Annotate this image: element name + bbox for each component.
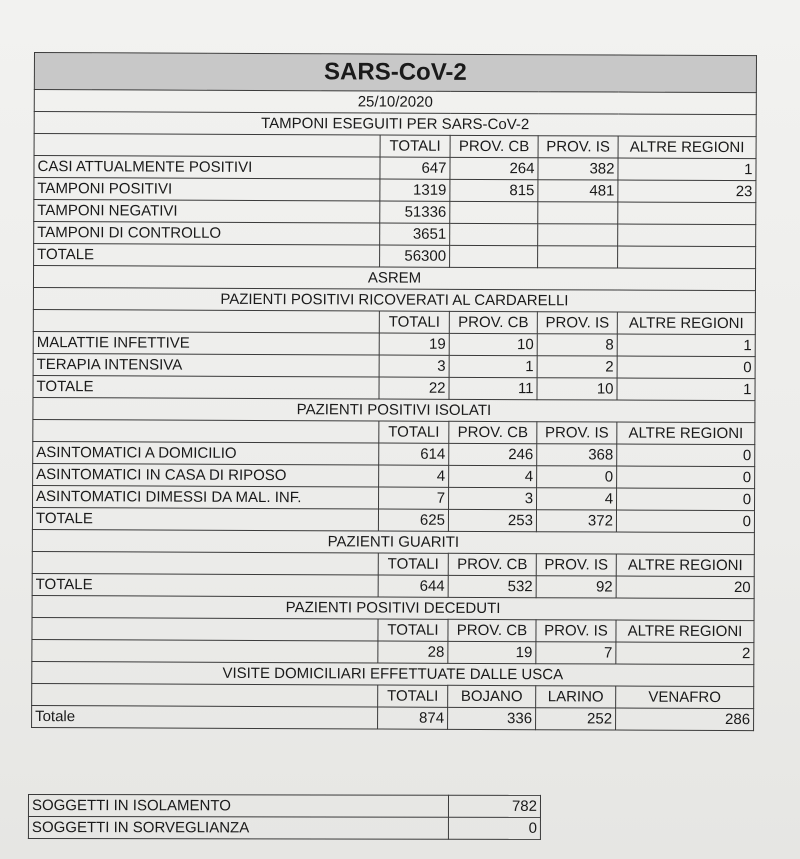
row-label: ASINTOMATICI IN CASA DI RIPOSO <box>33 463 379 487</box>
cell-value: 0 <box>448 817 540 839</box>
cell-prov-cb <box>450 201 538 223</box>
section-header-isolati: PAZIENTI POSITIVI ISOLATI <box>33 397 755 422</box>
cell-prov-is: 7 <box>536 642 616 664</box>
table-row <box>34 222 756 247</box>
col-prov-cb: PROV. CB <box>450 135 538 157</box>
cell-altre-regioni: 1 <box>617 378 755 401</box>
cell-altre-regioni: 0 <box>617 444 755 467</box>
table-row <box>33 485 755 510</box>
cell-altre-regioni <box>618 246 756 269</box>
row-label: TOTALE <box>33 375 379 399</box>
cell-prov-cb: 4 <box>449 465 537 487</box>
cell-altre-regioni <box>618 202 756 225</box>
col-prov-is: PROV. IS <box>536 554 616 576</box>
col-prov-cb: PROV. CB <box>448 553 536 575</box>
cell-prov-is: 0 <box>537 466 617 488</box>
cell-altre-regioni: 1 <box>617 334 755 357</box>
col-prov-is: PROV. IS <box>537 312 617 334</box>
cell-prov-cb: 19 <box>448 641 536 663</box>
table-row <box>32 705 754 730</box>
cell-prov-is: 8 <box>537 334 617 356</box>
col-totali: TOTALI <box>380 135 450 157</box>
table-row <box>33 463 755 488</box>
cell-altre-regioni: 0 <box>617 466 755 489</box>
cell-totali: 644 <box>378 575 448 597</box>
row-label: CASI ATTUALMENTE POSITIVI <box>34 156 380 180</box>
cell-totali: 51336 <box>380 201 450 223</box>
table-row <box>33 353 755 378</box>
col-totali: TOTALI <box>378 685 448 707</box>
cell-totali: 625 <box>378 509 448 531</box>
col-larino: LARINO <box>536 686 616 708</box>
col-altre-regioni: ALTRE REGIONI <box>618 136 756 159</box>
cell-prov-is: 372 <box>536 510 616 532</box>
cell-prov-cb <box>450 245 538 267</box>
column-header-row <box>33 309 755 334</box>
cell-prov-cb: 3 <box>449 487 537 509</box>
cell-prov-cb: 10 <box>449 333 537 355</box>
column-header-row <box>33 419 755 444</box>
cell-prov-cb: 246 <box>449 443 537 465</box>
cell-value: 782 <box>448 795 540 817</box>
row-label: TAMPONI NEGATIVI <box>34 200 380 224</box>
table-row <box>33 331 755 356</box>
cell-totali: 56300 <box>380 245 450 267</box>
cell-totali: 1319 <box>380 179 450 201</box>
cell-altre-regioni: 0 <box>617 488 755 511</box>
row-label: SOGGETTI IN ISOLAMENTO <box>28 795 448 818</box>
col-altre-regioni: ALTRE REGIONI <box>617 312 755 335</box>
section-header-deceduti: PAZIENTI POSITIVI DECEDUTI <box>32 595 754 620</box>
report-title: SARS-CoV-2 <box>34 53 756 93</box>
cell-prov-is: 10 <box>537 378 617 400</box>
col-prov-is: PROV. IS <box>538 136 618 158</box>
row-label: TERAPIA INTENSIVA <box>33 353 379 377</box>
column-header-row <box>32 551 754 576</box>
column-header-row <box>32 617 754 642</box>
col-altre-regioni: ALTRE REGIONI <box>617 422 755 445</box>
row-label <box>32 639 378 663</box>
cell-totali: 4 <box>379 465 449 487</box>
col-totali: TOTALI <box>379 421 449 443</box>
col-totali: TOTALI <box>378 553 448 575</box>
report-date: 25/10/2020 <box>34 90 756 115</box>
cell-totali: 7 <box>379 487 449 509</box>
cell-prov-cb: 1 <box>449 355 537 377</box>
cell-altre-regioni <box>618 224 756 247</box>
cell-altre-regioni: 0 <box>617 356 755 379</box>
cell-prov-cb: 253 <box>448 509 536 531</box>
cell-prov-is: 2 <box>537 356 617 378</box>
cell-prov-is: 382 <box>538 158 618 180</box>
col-prov-cb: PROV. CB <box>448 619 536 641</box>
cell-prov-is: 481 <box>538 180 618 202</box>
cell-venafro: 286 <box>616 708 754 731</box>
cell-prov-is <box>538 246 618 268</box>
col-bojano: BOJANO <box>448 685 536 707</box>
table-row <box>34 244 756 269</box>
row-label: TOTALE <box>32 573 378 597</box>
row-label: ASINTOMATICI A DOMICILIO <box>33 441 379 465</box>
cell-totali: 28 <box>378 641 448 663</box>
table-row <box>34 200 756 225</box>
cell-altre-regioni: 23 <box>618 180 756 203</box>
cell-prov-cb: 532 <box>448 575 536 597</box>
cell-totali: 647 <box>380 157 450 179</box>
table-row <box>33 441 755 466</box>
cell-prov-cb: 815 <box>450 179 538 201</box>
cell-totali: 614 <box>379 443 449 465</box>
table-row <box>28 795 540 818</box>
row-label: TOTALE <box>32 507 378 531</box>
row-label: TAMPONI DI CONTROLLO <box>34 222 380 246</box>
col-totali: TOTALI <box>378 619 448 641</box>
cell-prov-is: 368 <box>537 444 617 466</box>
col-prov-is: PROV. IS <box>536 620 616 642</box>
cell-totali: 22 <box>379 377 449 399</box>
cell-prov-is <box>538 202 618 224</box>
cell-altre-regioni: 1 <box>618 158 756 181</box>
cell-altre-regioni: 2 <box>616 642 754 665</box>
cell-prov-is: 4 <box>537 488 617 510</box>
row-label: ASINTOMATICI DIMESSI DA MAL. INF. <box>33 485 379 509</box>
row-label: MALATTIE INFETTIVE <box>33 331 379 355</box>
cell-larino: 252 <box>536 708 616 730</box>
col-venafro: VENAFRO <box>616 686 754 709</box>
cell-prov-cb <box>450 223 538 245</box>
row-label: TOTALE <box>34 244 380 268</box>
row-label: Totale <box>32 705 378 729</box>
col-altre-regioni: ALTRE REGIONI <box>616 620 754 643</box>
row-label: SOGGETTI IN SORVEGLIANZA <box>28 817 448 840</box>
cell-prov-cb: 264 <box>450 157 538 179</box>
cell-totali: 3651 <box>380 223 450 245</box>
cell-prov-is: 92 <box>536 576 616 598</box>
table-row <box>32 639 754 664</box>
cell-altre-regioni: 0 <box>616 510 754 533</box>
cell-totali: 3 <box>379 355 449 377</box>
column-header-row <box>32 683 754 708</box>
covid-report-table <box>31 52 757 731</box>
row-label: TAMPONI POSITIVI <box>34 178 380 202</box>
cell-altre-regioni: 20 <box>616 576 754 599</box>
cell-totali: 19 <box>379 333 449 355</box>
table-row <box>34 156 756 181</box>
cell-prov-is <box>538 224 618 246</box>
col-prov-is: PROV. IS <box>537 422 617 444</box>
table-row <box>34 178 756 203</box>
section-header-asrem: ASREM <box>33 266 755 291</box>
section-header-tamponi: TAMPONI ESEGUITI PER SARS-CoV-2 <box>34 112 756 137</box>
cell-bojano: 336 <box>448 707 536 729</box>
cell-prov-cb: 11 <box>449 377 537 399</box>
cell-totali: 874 <box>378 707 448 729</box>
section-header-guariti: PAZIENTI GUARITI <box>32 529 754 554</box>
soggetti-table <box>28 794 541 840</box>
table-row <box>32 507 754 532</box>
table-row <box>33 375 755 400</box>
col-prov-cb: PROV. CB <box>449 421 537 443</box>
table-row <box>28 817 540 840</box>
col-altre-regioni: ALTRE REGIONI <box>616 554 754 577</box>
col-totali: TOTALI <box>379 311 449 333</box>
col-prov-cb: PROV. CB <box>449 311 537 333</box>
section-header-usca: VISITE DOMICILIARI EFFETTUATE DALLE USCA <box>32 661 754 686</box>
column-header-row <box>34 134 756 159</box>
section-header-ricoverati: PAZIENTI POSITIVI RICOVERATI AL CARDARELLI <box>33 287 755 312</box>
table-row <box>32 573 754 598</box>
